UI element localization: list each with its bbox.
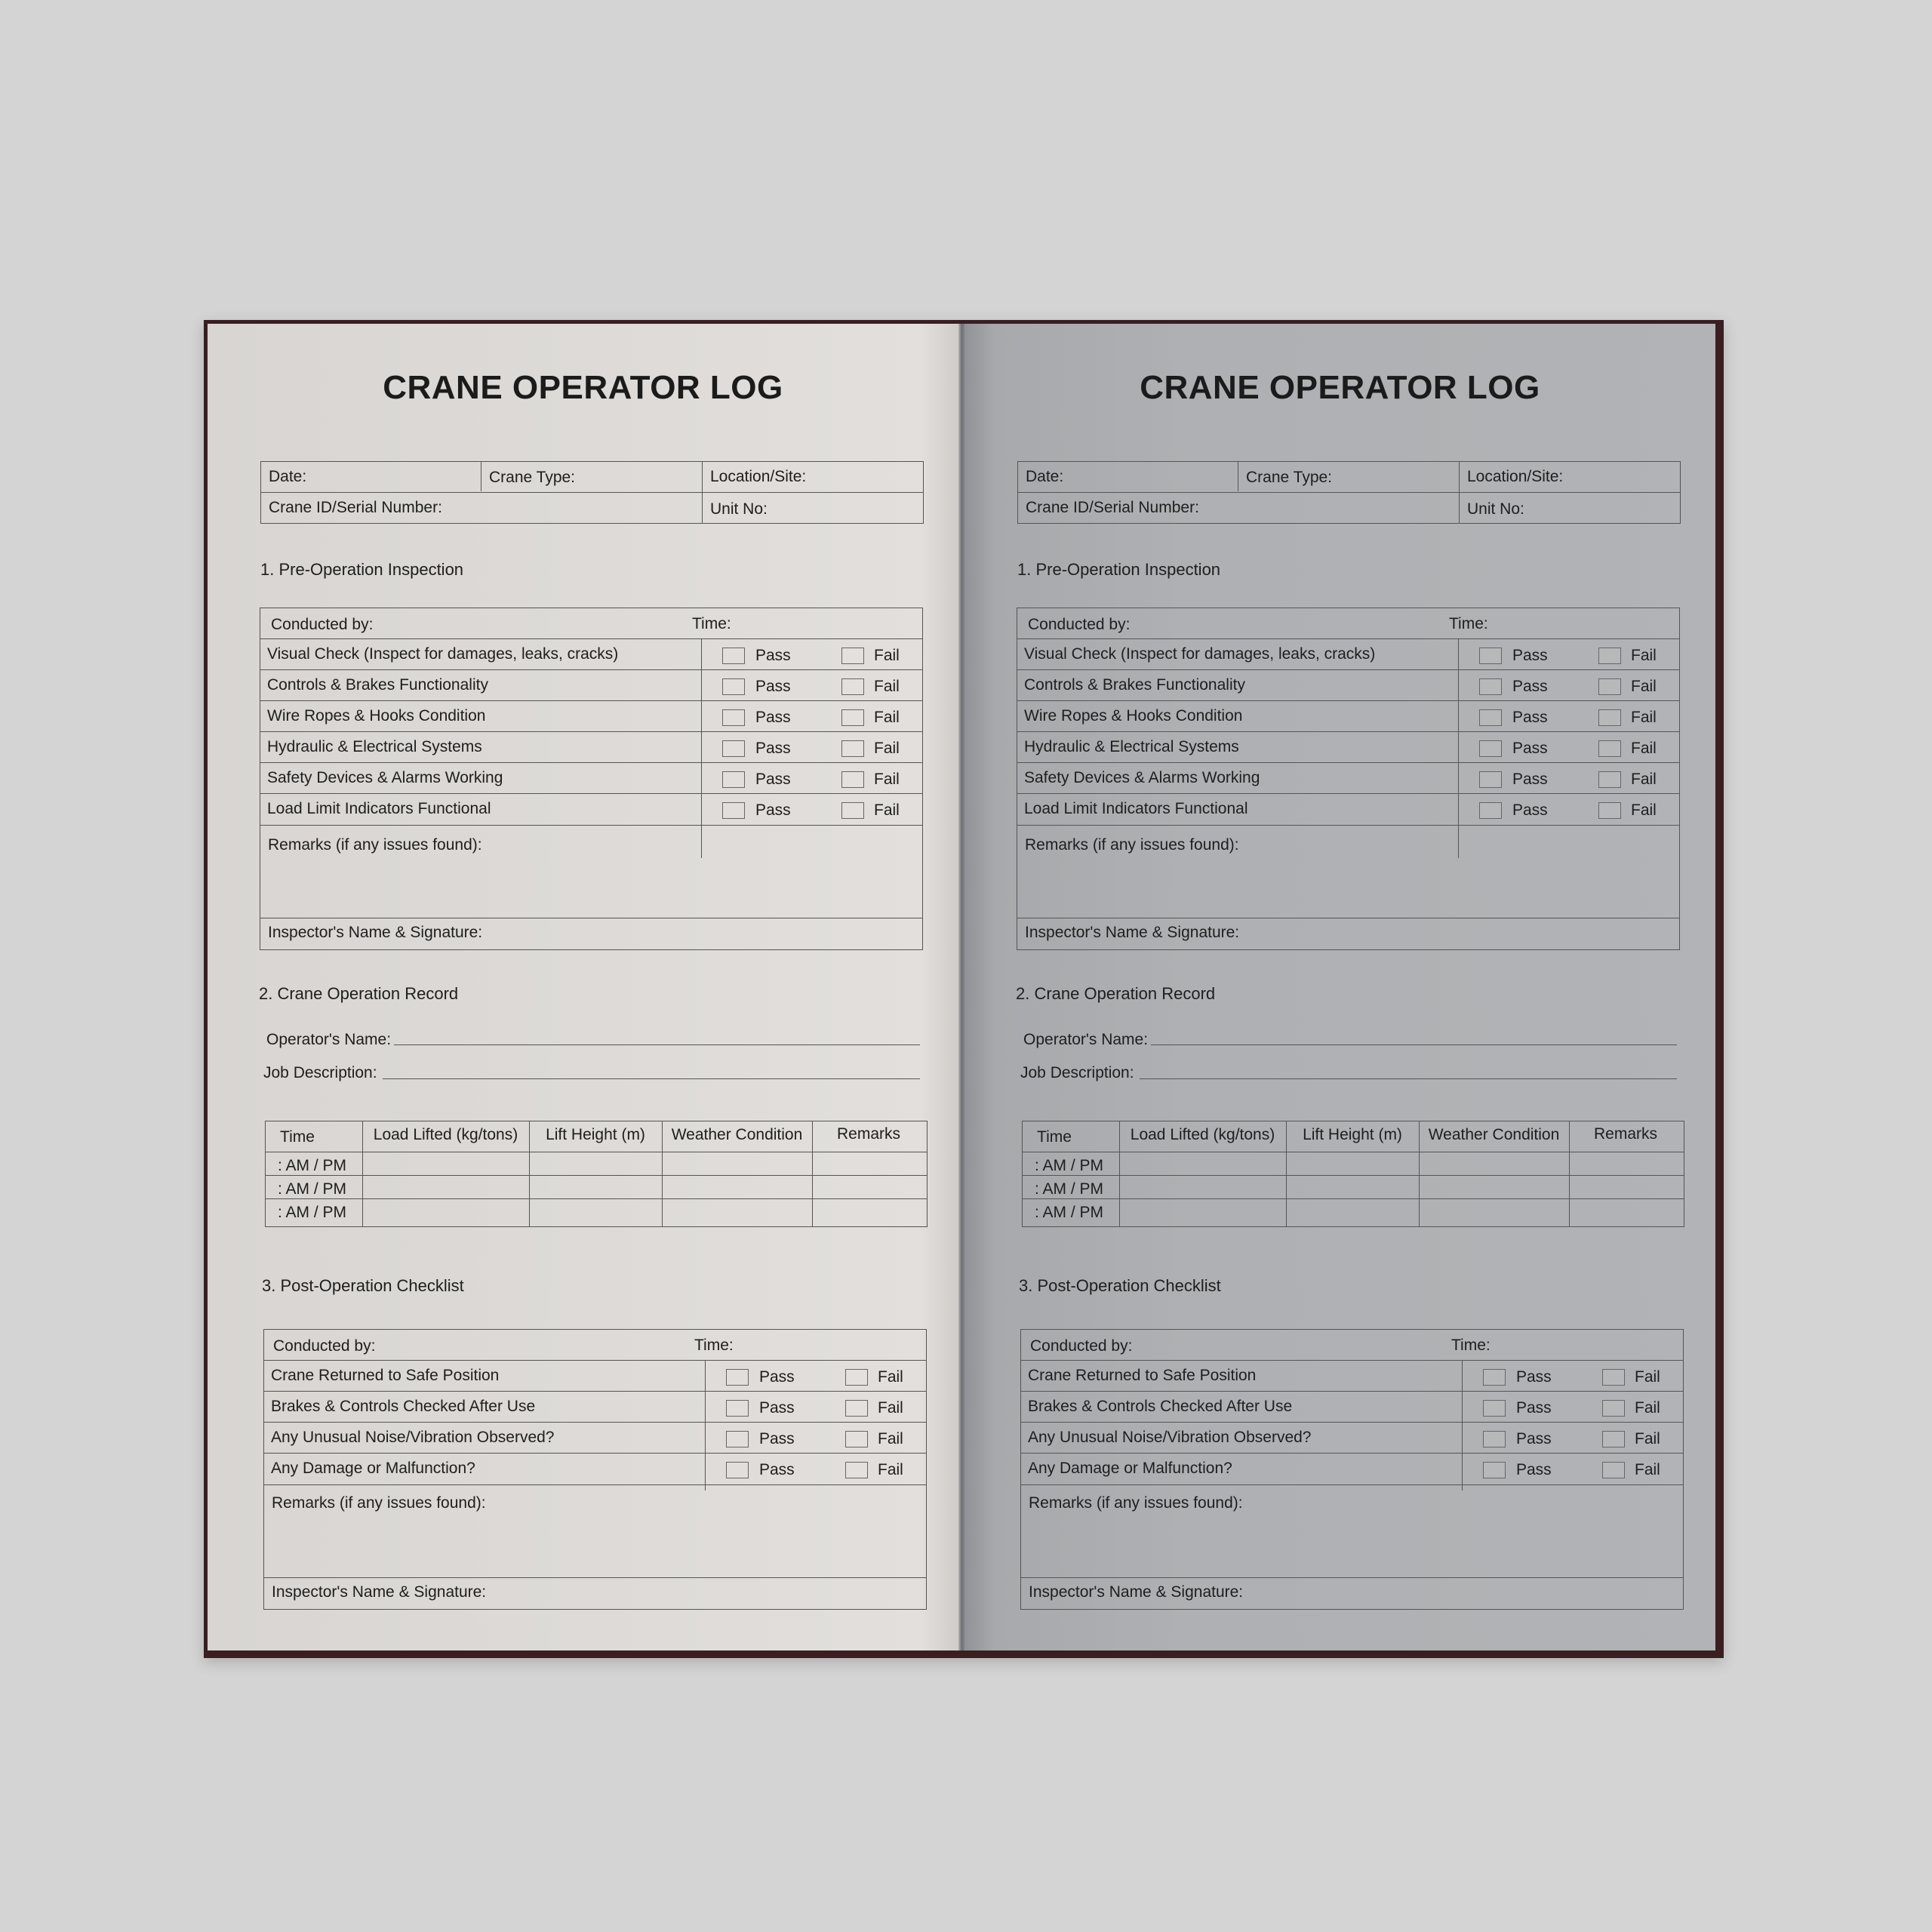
fail-checkbox[interactable] bbox=[845, 1369, 868, 1386]
post-op-signature-field[interactable]: Inspector's Name & Signature: bbox=[272, 1583, 487, 1601]
checklist-item-label: Visual Check (Inspect for damages, leaks, cracks) bbox=[1024, 645, 1376, 663]
fail-checkbox[interactable] bbox=[1602, 1400, 1625, 1417]
pre-op-signature-field[interactable]: Inspector's Name & Signature: bbox=[1025, 924, 1240, 941]
fail-checkbox[interactable] bbox=[841, 709, 864, 726]
pre-op-remarks-field[interactable]: Remarks (if any issues found): bbox=[1025, 836, 1239, 854]
post-op-remarks-field[interactable]: Remarks (if any issues found): bbox=[272, 1494, 486, 1512]
column-header-weather: Weather Condition bbox=[1428, 1126, 1560, 1143]
checklist-item-label: Any Unusual Noise/Vibration Observed? bbox=[271, 1429, 555, 1446]
operator-name-label: Operator's Name: bbox=[266, 1031, 392, 1048]
checklist-item-label: Any Damage or Malfunction? bbox=[271, 1460, 475, 1477]
pass-checkbox[interactable] bbox=[1483, 1400, 1506, 1417]
fail-checkbox[interactable] bbox=[845, 1462, 868, 1478]
crane-id-field[interactable]: Crane ID/Serial Number: bbox=[269, 499, 442, 516]
fail-label: Fail bbox=[878, 1368, 903, 1386]
fail-checkbox[interactable] bbox=[1598, 802, 1621, 819]
crane-type-field[interactable]: Crane Type: bbox=[489, 469, 576, 486]
pass-checkbox[interactable] bbox=[1479, 678, 1502, 695]
fail-checkbox[interactable] bbox=[1602, 1431, 1625, 1447]
pass-checkbox[interactable] bbox=[722, 678, 745, 695]
fail-label: Fail bbox=[1631, 771, 1657, 788]
checklist-row bbox=[264, 1392, 926, 1423]
pass-label: Pass bbox=[755, 801, 791, 819]
fail-label: Fail bbox=[874, 801, 900, 819]
fail-checkbox[interactable] bbox=[1598, 648, 1621, 664]
checklist-item-label: Wire Ropes & Hooks Condition bbox=[1024, 707, 1243, 724]
fail-checkbox[interactable] bbox=[845, 1431, 868, 1447]
checklist-row bbox=[1017, 670, 1679, 701]
pass-label: Pass bbox=[1512, 740, 1548, 757]
pass-label: Pass bbox=[759, 1399, 795, 1417]
open-logbook bbox=[204, 320, 1724, 1658]
checklist-item-label: Wire Ropes & Hooks Condition bbox=[267, 707, 486, 724]
checklist-row bbox=[260, 763, 922, 794]
pass-label: Pass bbox=[755, 771, 791, 788]
checklist-row bbox=[1017, 763, 1679, 794]
checklist-row bbox=[264, 1361, 926, 1392]
job-description-label: Job Description: bbox=[263, 1064, 377, 1081]
post-op-time-field[interactable]: Time: bbox=[1451, 1337, 1491, 1354]
checklist-row bbox=[264, 1423, 926, 1454]
book-gutter bbox=[958, 324, 964, 1651]
pre-op-inspection-box bbox=[260, 608, 923, 950]
pass-label: Pass bbox=[759, 1461, 795, 1478]
pre-op-time-field[interactable]: Time: bbox=[1449, 615, 1488, 632]
job-description-input[interactable] bbox=[1140, 1078, 1677, 1079]
table-row-time[interactable]: : AM / PM bbox=[278, 1157, 347, 1174]
checklist-row bbox=[260, 701, 922, 732]
pass-checkbox[interactable] bbox=[722, 771, 745, 788]
page-title: CRANE OPERATOR LOG bbox=[1140, 369, 1540, 406]
checklist-item-label: Controls & Brakes Functionality bbox=[267, 676, 488, 694]
pass-checkbox[interactable] bbox=[1479, 771, 1502, 788]
pass-checkbox[interactable] bbox=[722, 802, 745, 819]
checklist-item-label: Visual Check (Inspect for damages, leaks, cracks) bbox=[267, 645, 619, 663]
right-page bbox=[964, 324, 1715, 1651]
fail-label: Fail bbox=[874, 709, 900, 726]
pre-op-heading: 1. Pre-Operation Inspection bbox=[260, 560, 464, 579]
page-title: CRANE OPERATOR LOG bbox=[383, 369, 783, 406]
column-header-height: Lift Height (m) bbox=[1303, 1126, 1402, 1143]
fail-label: Fail bbox=[1635, 1430, 1660, 1447]
checklist-row bbox=[1021, 1361, 1683, 1392]
checklist-row bbox=[1017, 639, 1679, 670]
post-op-time-field[interactable]: Time: bbox=[694, 1337, 734, 1354]
column-header-remarks: Remarks bbox=[836, 1125, 900, 1143]
pre-op-conducted-by-field[interactable]: Conducted by: bbox=[1028, 616, 1131, 633]
checklist-item-label: Brakes & Controls Checked After Use bbox=[1028, 1398, 1293, 1415]
fail-label: Fail bbox=[1631, 647, 1657, 664]
operator-name-input[interactable] bbox=[1151, 1044, 1677, 1045]
pass-label: Pass bbox=[1516, 1461, 1552, 1478]
pre-op-conducted-by-field[interactable]: Conducted by: bbox=[271, 616, 374, 633]
fail-label: Fail bbox=[874, 647, 900, 664]
checklist-row bbox=[260, 732, 922, 763]
unit-no-field[interactable]: Unit No: bbox=[1467, 500, 1524, 518]
pass-label: Pass bbox=[755, 678, 791, 695]
fail-label: Fail bbox=[1635, 1461, 1660, 1478]
fail-checkbox[interactable] bbox=[841, 648, 864, 664]
fail-checkbox[interactable] bbox=[841, 771, 864, 788]
checklist-row bbox=[264, 1454, 926, 1484]
left-page bbox=[208, 324, 958, 1651]
checklist-row bbox=[260, 794, 922, 825]
fail-label: Fail bbox=[874, 678, 900, 695]
post-op-heading: 3. Post-Operation Checklist bbox=[1019, 1276, 1221, 1295]
post-op-heading: 3. Post-Operation Checklist bbox=[262, 1276, 464, 1295]
unit-no-field[interactable]: Unit No: bbox=[710, 500, 768, 518]
operation-record-heading: 2. Crane Operation Record bbox=[259, 984, 459, 1003]
fail-checkbox[interactable] bbox=[1602, 1369, 1625, 1386]
post-op-checklist-box bbox=[263, 1329, 927, 1610]
post-op-remarks-field[interactable]: Remarks (if any issues found): bbox=[1029, 1494, 1243, 1512]
pass-label: Pass bbox=[1512, 647, 1548, 664]
fail-checkbox[interactable] bbox=[1602, 1462, 1625, 1478]
checklist-item-label: Controls & Brakes Functionality bbox=[1024, 676, 1245, 694]
fail-label: Fail bbox=[1631, 740, 1657, 757]
location-field[interactable]: Location/Site: bbox=[1467, 468, 1564, 485]
column-header-load: Load Lifted (kg/tons) bbox=[373, 1126, 518, 1143]
date-field[interactable]: Date: bbox=[1026, 468, 1064, 485]
post-op-signature-field[interactable]: Inspector's Name & Signature: bbox=[1029, 1583, 1244, 1601]
checklist-item-label: Any Unusual Noise/Vibration Observed? bbox=[1028, 1429, 1312, 1446]
pass-label: Pass bbox=[1512, 678, 1548, 695]
column-header-time: Time bbox=[1037, 1128, 1072, 1146]
checklist-item-label: Hydraulic & Electrical Systems bbox=[267, 738, 482, 755]
pass-checkbox[interactable] bbox=[726, 1369, 749, 1386]
checklist-item-label: Crane Returned to Safe Position bbox=[271, 1367, 500, 1384]
post-op-checklist-box bbox=[1020, 1329, 1684, 1610]
checklist-row bbox=[1017, 732, 1679, 763]
fail-checkbox[interactable] bbox=[841, 678, 864, 695]
fail-checkbox[interactable] bbox=[1598, 709, 1621, 726]
crane-id-field[interactable]: Crane ID/Serial Number: bbox=[1026, 499, 1199, 516]
operator-name-input[interactable] bbox=[394, 1044, 920, 1045]
pass-checkbox[interactable] bbox=[726, 1462, 749, 1478]
post-op-conducted-by-field[interactable]: Conducted by: bbox=[273, 1337, 376, 1355]
fail-checkbox[interactable] bbox=[841, 740, 864, 757]
pre-op-inspection-box bbox=[1017, 608, 1680, 950]
pass-label: Pass bbox=[1516, 1368, 1552, 1386]
checklist-item-label: Crane Returned to Safe Position bbox=[1028, 1367, 1257, 1384]
fail-label: Fail bbox=[874, 740, 900, 757]
checklist-item-label: Safety Devices & Alarms Working bbox=[267, 769, 503, 786]
fail-checkbox[interactable] bbox=[845, 1400, 868, 1417]
pass-label: Pass bbox=[1512, 801, 1548, 819]
pass-label: Pass bbox=[755, 647, 791, 664]
location-field[interactable]: Location/Site: bbox=[710, 468, 807, 485]
pass-checkbox[interactable] bbox=[726, 1431, 749, 1447]
pass-label: Pass bbox=[755, 709, 791, 726]
checklist-item-label: Load Limit Indicators Functional bbox=[1024, 800, 1248, 817]
checklist-row bbox=[260, 670, 922, 701]
pass-checkbox[interactable] bbox=[1479, 740, 1502, 757]
pass-label: Pass bbox=[1512, 771, 1548, 788]
post-op-conducted-by-field[interactable]: Conducted by: bbox=[1030, 1337, 1133, 1355]
fail-label: Fail bbox=[1635, 1399, 1660, 1417]
pass-checkbox[interactable] bbox=[722, 740, 745, 757]
pass-checkbox[interactable] bbox=[722, 648, 745, 664]
pass-checkbox[interactable] bbox=[1483, 1369, 1506, 1386]
checklist-row bbox=[260, 639, 922, 670]
pass-checkbox[interactable] bbox=[1479, 802, 1502, 819]
pass-checkbox[interactable] bbox=[1479, 709, 1502, 726]
fail-label: Fail bbox=[874, 771, 900, 788]
fail-label: Fail bbox=[878, 1399, 903, 1417]
header-info-box bbox=[260, 461, 924, 524]
pre-op-time-field[interactable]: Time: bbox=[692, 615, 731, 632]
pass-label: Pass bbox=[1516, 1399, 1552, 1417]
checklist-row bbox=[1017, 701, 1679, 732]
column-header-height: Lift Height (m) bbox=[546, 1126, 645, 1143]
column-header-time: Time bbox=[280, 1128, 315, 1146]
table-row-time[interactable]: : AM / PM bbox=[1035, 1204, 1104, 1221]
column-header-remarks: Remarks bbox=[1593, 1125, 1657, 1143]
job-description-input[interactable] bbox=[383, 1078, 920, 1079]
pass-checkbox[interactable] bbox=[1483, 1431, 1506, 1447]
crane-type-field[interactable]: Crane Type: bbox=[1246, 469, 1333, 486]
job-description-label: Job Description: bbox=[1020, 1064, 1134, 1081]
operation-record-table bbox=[1022, 1121, 1684, 1227]
fail-checkbox[interactable] bbox=[1598, 771, 1621, 788]
pre-op-signature-field[interactable]: Inspector's Name & Signature: bbox=[268, 924, 483, 941]
checklist-item-label: Any Damage or Malfunction? bbox=[1028, 1460, 1232, 1477]
column-header-weather: Weather Condition bbox=[671, 1126, 803, 1143]
table-row-time[interactable]: : AM / PM bbox=[1035, 1180, 1104, 1198]
fail-label: Fail bbox=[1631, 709, 1657, 726]
pass-label: Pass bbox=[1516, 1430, 1552, 1447]
fail-label: Fail bbox=[878, 1430, 903, 1447]
table-row-time[interactable]: : AM / PM bbox=[1035, 1157, 1104, 1174]
operation-record-table bbox=[265, 1121, 928, 1227]
checklist-row bbox=[1021, 1392, 1683, 1423]
checklist-item-label: Hydraulic & Electrical Systems bbox=[1024, 738, 1239, 755]
fail-label: Fail bbox=[1635, 1368, 1660, 1386]
fail-checkbox[interactable] bbox=[1598, 740, 1621, 757]
pass-checkbox[interactable] bbox=[1479, 648, 1502, 664]
pass-checkbox[interactable] bbox=[726, 1400, 749, 1417]
fail-checkbox[interactable] bbox=[1598, 678, 1621, 695]
fail-checkbox[interactable] bbox=[841, 802, 864, 819]
fail-label: Fail bbox=[878, 1461, 903, 1478]
pass-label: Pass bbox=[755, 740, 791, 757]
checklist-row bbox=[1021, 1423, 1683, 1454]
pre-op-heading: 1. Pre-Operation Inspection bbox=[1017, 560, 1221, 579]
fail-label: Fail bbox=[1631, 801, 1657, 819]
pre-op-remarks-field[interactable]: Remarks (if any issues found): bbox=[268, 836, 482, 854]
pass-checkbox[interactable] bbox=[722, 709, 745, 726]
table-row-time[interactable]: : AM / PM bbox=[278, 1204, 347, 1221]
checklist-row bbox=[1021, 1454, 1683, 1484]
pass-label: Pass bbox=[1512, 709, 1548, 726]
pass-label: Pass bbox=[759, 1430, 795, 1447]
date-field[interactable]: Date: bbox=[269, 468, 307, 485]
pass-label: Pass bbox=[759, 1368, 795, 1386]
checklist-item-label: Brakes & Controls Checked After Use bbox=[271, 1398, 536, 1415]
header-info-box bbox=[1017, 461, 1681, 524]
checklist-row bbox=[1017, 794, 1679, 825]
column-header-load: Load Lifted (kg/tons) bbox=[1130, 1126, 1275, 1143]
operation-record-heading: 2. Crane Operation Record bbox=[1016, 984, 1216, 1003]
operator-name-label: Operator's Name: bbox=[1023, 1031, 1149, 1048]
fail-label: Fail bbox=[1631, 678, 1657, 695]
checklist-item-label: Load Limit Indicators Functional bbox=[267, 800, 491, 817]
checklist-item-label: Safety Devices & Alarms Working bbox=[1024, 769, 1260, 786]
table-row-time[interactable]: : AM / PM bbox=[278, 1180, 347, 1198]
pass-checkbox[interactable] bbox=[1483, 1462, 1506, 1478]
